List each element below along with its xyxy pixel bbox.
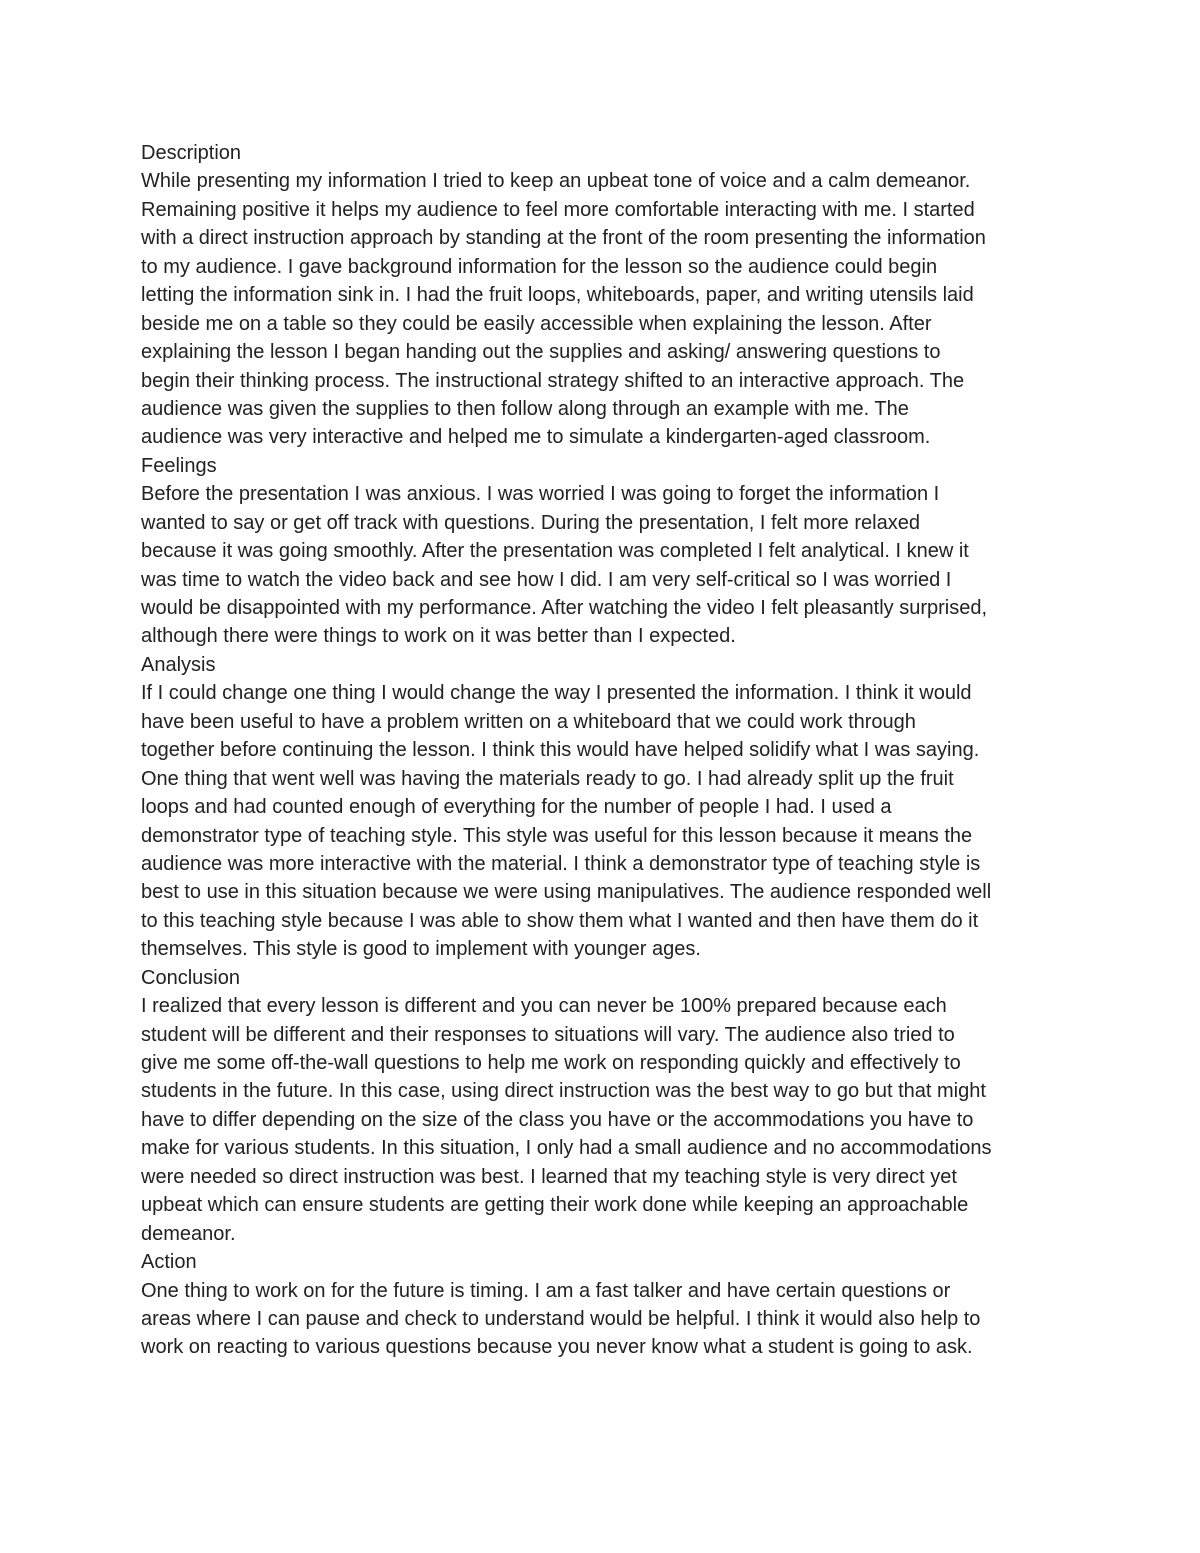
text-line: best to use in this situation because we were using manipulatives. The audience responded well (141, 881, 992, 904)
text-line: Remaining positive it helps my audience to feel more comfortable interacting with me. I started (141, 198, 975, 221)
text-line: give me some off-the-wall questions to help me work on responding quickly and effectively to (141, 1052, 961, 1074)
text-line: because it was going smoothly. After the presentation was completed I felt analytical. I knew it (141, 540, 969, 563)
text-line: wanted to say or get off track with questions. During the presentation, I felt more relaxed (141, 511, 920, 534)
section-heading: Action (141, 1251, 197, 1274)
text-line: begin their thinking process. The instructional strategy shifted to an interactive approach. The (141, 369, 965, 392)
text-line: students in the future. In this case, using direct instruction was the best way to go but that might (141, 1080, 986, 1103)
text-line: loops and had counted enough of everything for the number of people I had. I used a (141, 796, 892, 819)
section-heading: Analysis (141, 653, 216, 676)
text-line: beside me on a table so they could be easily accessible when explaining the lesson. After (141, 312, 932, 335)
text-line: would be disappointed with my performance. After watching the video I felt pleasantly surprised, (141, 597, 988, 619)
text-line: have to differ depending on the size of the class you have or the accommodations you have to (141, 1108, 974, 1131)
text-line: was time to watch the video back and see how I did. I am very self-critical so I was worried I (141, 568, 952, 591)
text-line: One thing to work on for the future is timing. I am a fast talker and have certain questions or (141, 1279, 951, 1302)
text-line: themselves. This style is good to implement with younger ages. (141, 938, 701, 961)
text-line: letting the information sink in. I had the fruit loops, whiteboards, paper, and writing utensils laid (141, 284, 974, 307)
text-line: student will be different and their responses to situations will vary. The audience also tried to (141, 1023, 955, 1046)
section-heading: Feelings (141, 454, 217, 477)
text-line: together before continuing the lesson. I think this would have helped solidify what I was saying. (141, 739, 980, 762)
text-line: If I could change one thing I would change the way I presented the information. I think it would (141, 682, 972, 705)
section-heading: Description (141, 142, 242, 164)
text-line: One thing that went well was having the materials ready to go. I had already split up the fruit (141, 767, 954, 790)
text-line: audience was very interactive and helped me to simulate a kindergarten-aged classroom. (141, 426, 931, 449)
text-line: I realized that every lesson is different and you can never be 100% prepared because each (141, 995, 947, 1018)
section-analysis (141, 651, 1066, 964)
text-line: make for various students. In this situation, I only had a small audience and no accommodations (141, 1137, 992, 1160)
text-line: demonstrator type of teaching style. This style was useful for this lesson because it means the (141, 824, 973, 847)
text-line: have been useful to have a problem written on a whiteboard that we could work through (141, 710, 916, 733)
section-heading: Conclusion (141, 966, 240, 989)
document-body (141, 139, 1066, 1362)
section-feelings (141, 452, 1066, 651)
text-line: to my audience. I gave background information for the lesson so the audience could begin (141, 255, 938, 278)
text-line: areas where I can pause and check to understand would be helpful. I think it would also help to (141, 1307, 981, 1330)
text-line: although there were things to work on it was better than I expected. (141, 625, 736, 648)
text-line: While presenting my information I tried to keep an upbeat tone of voice and a calm demeanor. (141, 170, 971, 193)
text-line: to this teaching style because I was able to show them what I wanted and then have them do it (141, 909, 979, 932)
text-line: audience was more interactive with the material. I think a demonstrator type of teaching style is (141, 852, 981, 875)
text-line: upbeat which can ensure students are getting their work done while keeping an approachable (141, 1194, 969, 1217)
section-description (141, 139, 1066, 452)
text-line: were needed so direct instruction was best. I learned that my teaching style is very direct yet (141, 1165, 957, 1188)
text-line: work on reacting to various questions because you never know what a student is going to ask. (141, 1336, 973, 1359)
text-line: explaining the lesson I began handing out the supplies and asking/ answering questions to (141, 341, 941, 364)
text-line: with a direct instruction approach by standing at the front of the room presenting the information (141, 227, 986, 250)
text-line: demeanor. (141, 1222, 236, 1245)
section-action (141, 1248, 1066, 1362)
text-line: audience was given the supplies to then follow along through an example with me. The (141, 397, 909, 420)
text-line: Before the presentation I was anxious. I was worried I was going to forget the information I (141, 483, 940, 506)
section-conclusion (141, 964, 1066, 1248)
